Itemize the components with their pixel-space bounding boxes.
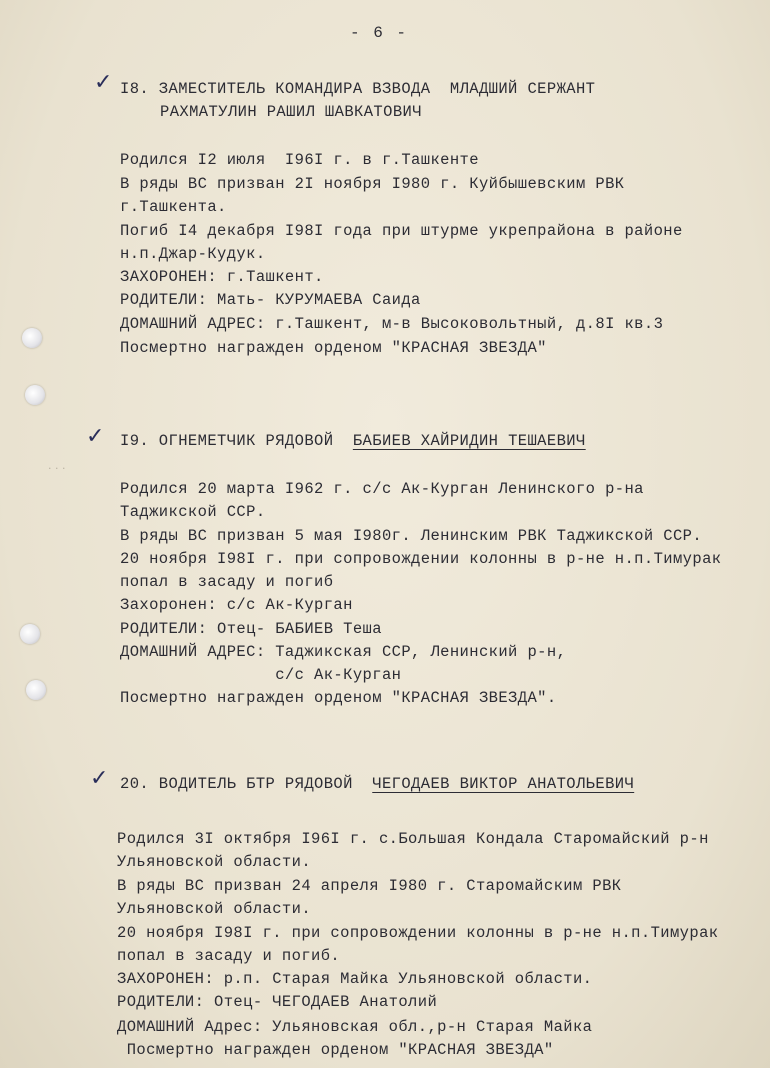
entry-18-line: В ряды ВС призван 2I ноября I980 г. Куйбышевским РВК bbox=[120, 175, 625, 193]
entry-19-header: I9. ОГНЕМЕТЧИК РЯДОВОЙ БАБИЕВ ХАЙРИДИН ТЕШАЕВИЧ bbox=[120, 432, 586, 450]
entry-19-line: В ряды ВС призван 5 мая I980г. Ленинским РВК Таджикской ССР. bbox=[120, 527, 703, 545]
entry-20-line: Ульяновской области. bbox=[117, 900, 312, 918]
entry-20-line: РОДИТЕЛИ: Отец- ЧЕГОДАЕВ Анатолий bbox=[117, 993, 438, 1011]
entry-20-line: В ряды ВС призван 24 апреля I980 г. Старомайским РВК bbox=[117, 877, 622, 895]
entry-18-header-line-1: I8. ЗАМЕСТИТЕЛЬ КОМАНДИРА ВЗВОДА МЛАДШИЙ СЕРЖАНТ bbox=[120, 80, 596, 98]
punch-hole bbox=[20, 624, 40, 644]
entry-18-line: Посмертно награжден орденом "КРАСНАЯ ЗВЕЗДА" bbox=[120, 339, 547, 357]
entry-18-line: ДОМАШНИЙ АДРЕС: г.Ташкент, м-в Высоковольтный, д.8I кв.3 bbox=[120, 315, 664, 333]
entry-20-line: ДОМАШНИЙ Адрес: Ульяновская обл.,р-н Старая Майка bbox=[117, 1018, 593, 1036]
entry-18-line: РОДИТЕЛИ: Мать- КУРУМАЕВА Саида bbox=[120, 291, 421, 309]
entry-19-line: ДОМАШНИЙ АДРЕС: Таджикская ССР, Ленинский р-н, bbox=[120, 643, 567, 661]
checkmark-icon: ✓ bbox=[90, 766, 109, 791]
punch-hole bbox=[26, 680, 46, 700]
entry-19-line: Родился 20 марта I962 г. с/с Ак-Курган Ленинского р-на bbox=[120, 480, 644, 498]
entry-20-line: Родился 3I октября I96I г. с.Большая Кондала Старомайский р-н bbox=[117, 830, 709, 848]
entry-18-line: н.п.Джар-Кудук. bbox=[120, 245, 266, 263]
checkmark-icon: ✓ bbox=[94, 70, 113, 95]
entry-20-line: Посмертно награжден орденом "КРАСНАЯ ЗВЕЗДА" bbox=[117, 1041, 554, 1059]
entry-20-line: попал в засаду и погиб. bbox=[117, 947, 341, 965]
entry-18-line: ЗАХОРОНЕН: г.Ташкент. bbox=[120, 268, 324, 286]
entry-20-header: 20. ВОДИТЕЛЬ БТР РЯДОВОЙ ЧЕГОДАЕВ ВИКТОР АНАТОЛЬЕВИЧ bbox=[120, 775, 635, 793]
page-number: - 6 - bbox=[350, 24, 409, 42]
entry-20-line: Ульяновской области. bbox=[117, 853, 312, 871]
entry-19-line: Захоронен: с/с Ак-Курган bbox=[120, 596, 353, 614]
entry-18-line: Погиб I4 декабря I98I года при штурме укрепрайона в районе bbox=[120, 222, 683, 240]
entry-18-line: г.Ташкента. bbox=[120, 198, 227, 216]
entry-19-line: Посмертно награжден орденом "КРАСНАЯ ЗВЕЗДА". bbox=[120, 689, 557, 707]
entry-20-line: ЗАХОРОНЕН: р.п. Старая Майка Ульяновской области. bbox=[117, 970, 593, 988]
entry-18-line: Родился I2 июля I96I г. в г.Ташкенте bbox=[120, 151, 479, 169]
entry-19-line: РОДИТЕЛИ: Отец- БАБИЕВ Теша bbox=[120, 620, 382, 638]
punch-hole bbox=[22, 328, 42, 348]
entry-20-line: 20 ноября I98I г. при сопровождении колонны в р-не н.п.Тимурак bbox=[117, 924, 719, 942]
margin-note: · · · bbox=[48, 462, 66, 475]
entry-19-line: Таджикской ССР. bbox=[120, 503, 266, 521]
punch-hole bbox=[25, 385, 45, 405]
entry-19-line: попал в засаду и погиб bbox=[120, 573, 334, 591]
entry-19-line: с/с Ак-Курган bbox=[120, 666, 402, 684]
checkmark-icon: ✓ bbox=[86, 424, 105, 449]
entry-18-header-line-2: РАХМАТУЛИН РАШИЛ ШАВКАТОВИЧ bbox=[160, 103, 422, 121]
entry-19-line: 20 ноября I98I г. при сопровождении колонны в р-не н.п.Тимурак bbox=[120, 550, 722, 568]
